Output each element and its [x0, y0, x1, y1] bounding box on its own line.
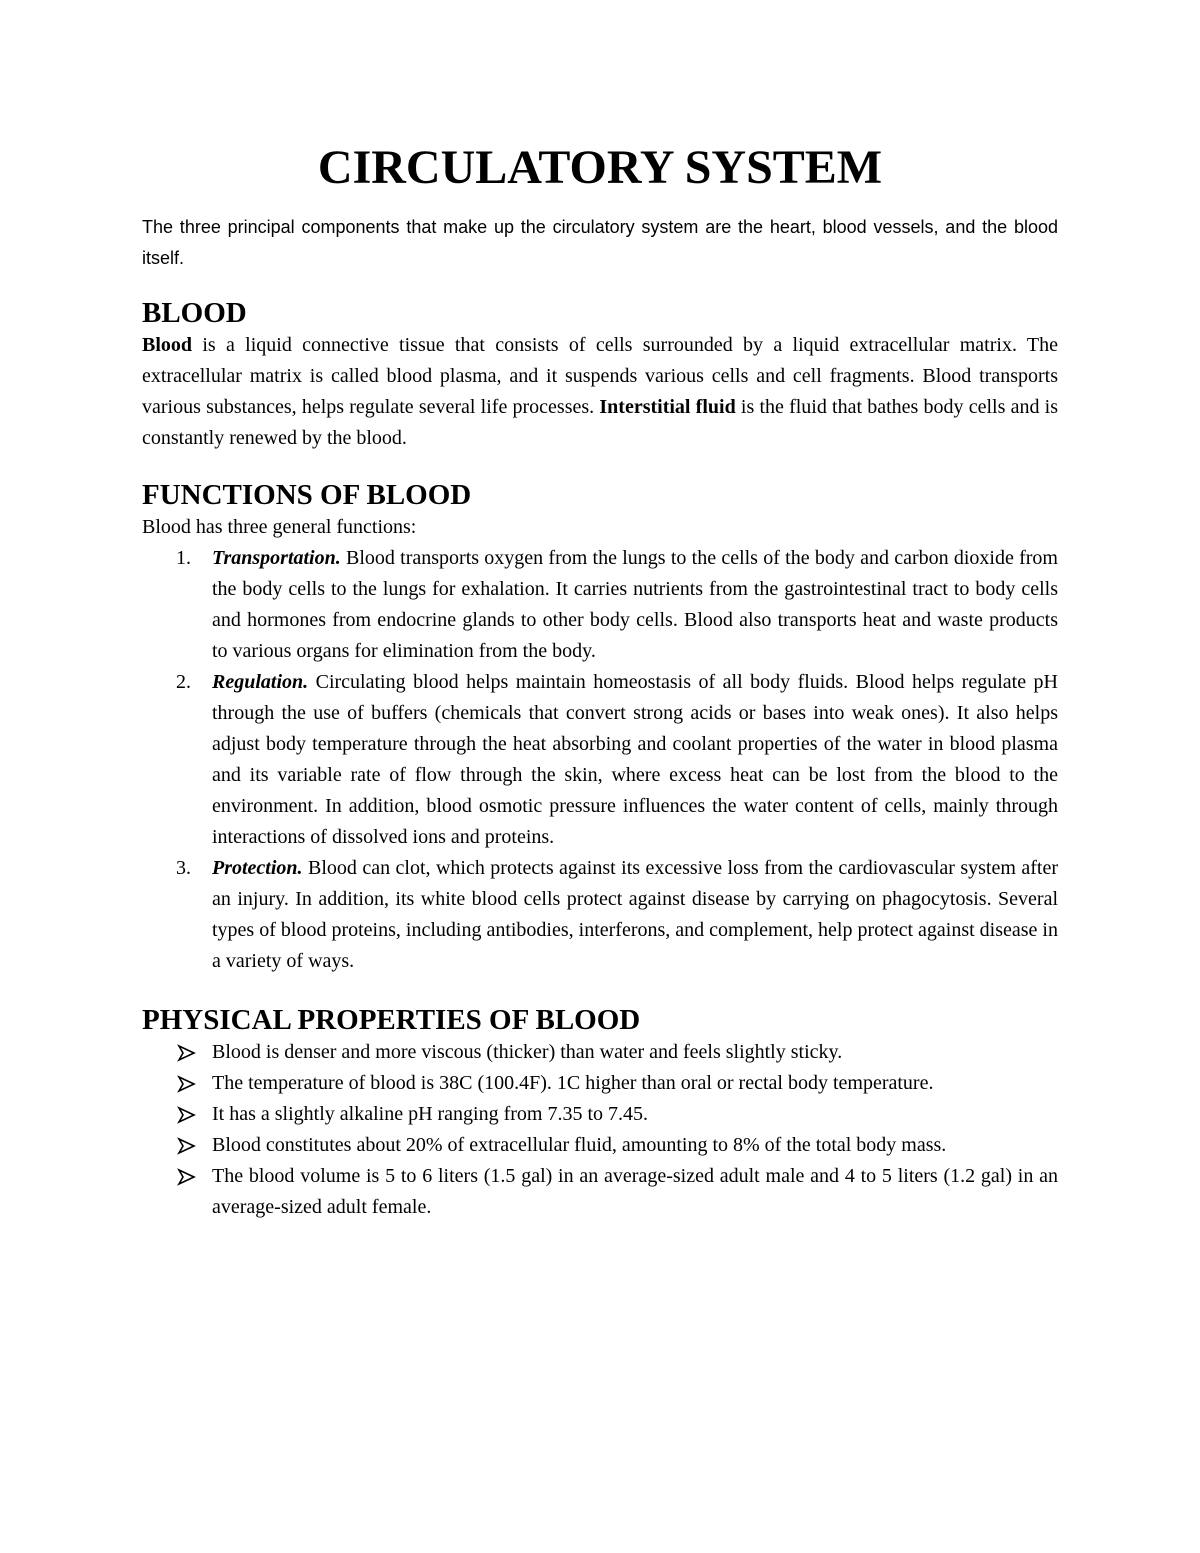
property-text: It has a slightly alkaline pH ranging from 7.35 to 7.45.	[212, 1103, 649, 1125]
intro-paragraph: The three principal components that make up the circulatory system are the heart, blood vessels, and the blood itself.	[142, 217, 1058, 268]
arrow-bullet-icon	[176, 1099, 198, 1130]
property-item	[142, 1037, 1058, 1068]
property-text: Blood constitutes about 20% of extracellular fluid, amounting to 8% of the total body mass.	[212, 1134, 947, 1156]
section-heading-physical-properties: PHYSICAL PROPERTIES OF BLOOD	[142, 1004, 641, 1036]
arrow-bullet-icon	[176, 1037, 198, 1068]
list-number: 1.	[176, 547, 191, 569]
section-heading-blood: BLOOD	[142, 297, 247, 329]
functions-lead: Blood has three general functions:	[142, 516, 417, 538]
blood-term: Blood	[142, 334, 193, 356]
function-term: Regulation.	[212, 671, 309, 693]
function-text: Blood transports oxygen from the lungs to the cells of the body and carbon dioxide from the body cells to the lungs for exhalation. It carries nutrients from the gastrointestinal tract to body cells and hormones from endocrine glands to other body cells. Blood also transports heat and waste products to various organs for elimination from the body.	[212, 547, 1058, 662]
property-item	[142, 1099, 1058, 1130]
list-number: 2.	[176, 671, 191, 693]
section-heading-functions: FUNCTIONS OF BLOOD	[142, 479, 472, 511]
property-item	[142, 1161, 1058, 1223]
property-text: The blood volume is 5 to 6 liters (1.5 gal) in an average-sized adult male and 4 to 5 liters (1.2 gal) in an average-sized adult female.	[212, 1165, 1058, 1218]
list-number: 3.	[176, 857, 191, 879]
function-item-protection	[142, 853, 1058, 977]
arrow-bullet-icon	[176, 1161, 198, 1192]
document-page	[142, 140, 1058, 1223]
function-term: Transportation.	[212, 547, 341, 569]
blood-text-1: is a liquid connective tissue that consists of cells surrounded by a liquid extracellular matrix. The extracellular matrix is called blood plasma, and it suspends various cells and cell fragments. Blood transports various substances, helps regulate several life processes.	[142, 334, 1058, 418]
functions-list	[142, 543, 1058, 977]
arrow-bullet-icon	[176, 1130, 198, 1161]
blood-text-2: is the fluid that bathes body cells and is constantly renewed by the blood.	[142, 396, 1059, 449]
property-item	[142, 1130, 1058, 1161]
property-item	[142, 1068, 1058, 1099]
function-item-regulation	[142, 667, 1058, 853]
function-text: Circulating blood helps maintain homeostasis of all body fluids. Blood helps regulate pH through the use of buffers (chemicals that convert strong acids or bases into weak ones). It also helps adjust body temperature through the heat absorbing and coolant properties of the water in blood plasma and its variable rate of flow through the skin, where excess heat can be lost from the blood to the environment. In addition, blood osmotic pressure influences the water content of cells, mainly through interactions of dissolved ions and proteins.	[212, 671, 1058, 848]
page-title: CIRCULATORY SYSTEM	[317, 141, 883, 194]
interstitial-fluid-term: Interstitial fluid	[599, 396, 736, 418]
property-text: Blood is denser and more viscous (thicker) than water and feels slightly sticky.	[212, 1041, 843, 1063]
arrow-bullet-icon	[176, 1068, 198, 1099]
property-text: The temperature of blood is 38C (100.4F). 1C higher than oral or rectal body temperature.	[212, 1072, 934, 1094]
function-term: Protection.	[212, 857, 303, 879]
physical-properties-list	[142, 1037, 1058, 1223]
blood-paragraph	[142, 330, 1058, 454]
function-text: Blood can clot, which protects against its excessive loss from the cardiovascular system after an injury. In addition, its white blood cells protect against disease by carrying on phagocytosis. Several types of blood proteins, including antibodies, interferons, and complement, help protect against disease in a variety of ways.	[212, 857, 1058, 972]
function-item-transportation	[142, 543, 1058, 667]
